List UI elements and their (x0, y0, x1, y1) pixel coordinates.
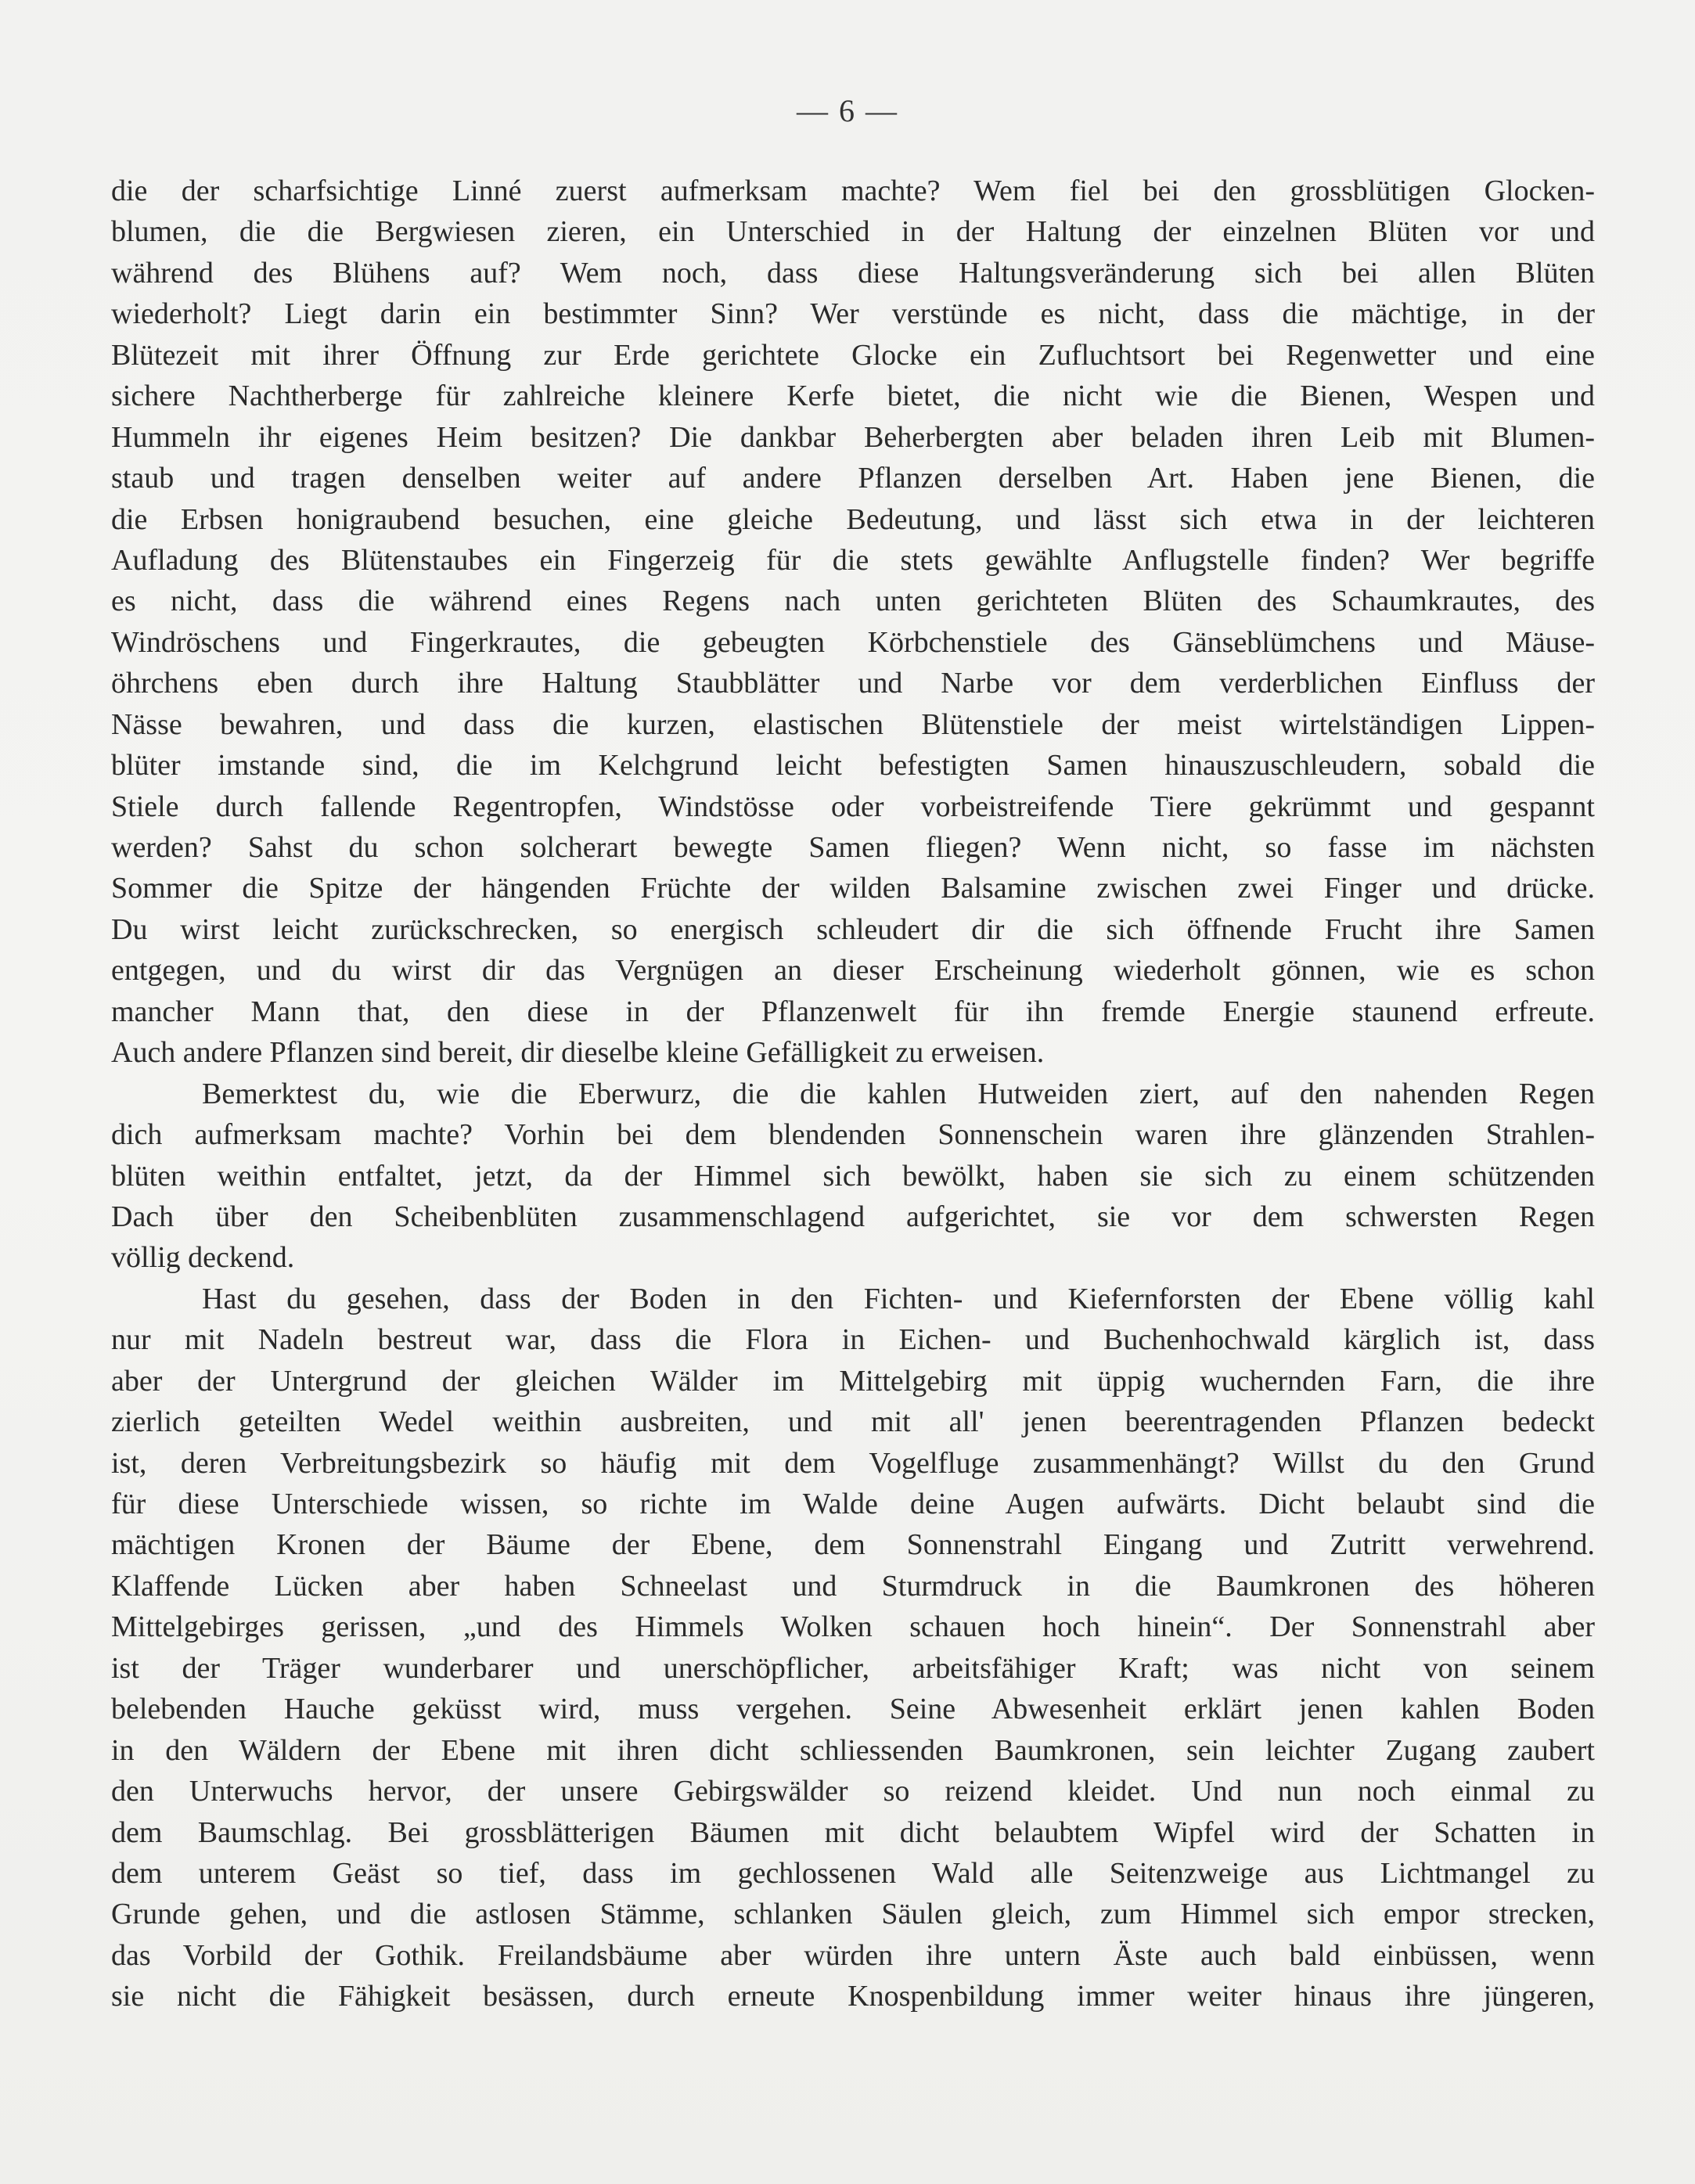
text-line: öhrchens eben durch ihre Haltung Staubblätter und Narbe vor dem verderblichen Einfluss der (111, 667, 1595, 700)
text-line: völlig deckend. (111, 1241, 295, 1275)
text-line: das Vorbild der Gothik. Freilandsbäume aber würden ihre untern Äste auch bald einbüssen, wenn (111, 1938, 1595, 1972)
text-line: dem Baumschlag. Bei grossblätterigen Bäumen mit dicht belaubtem Wipfel wird der Schatten in (111, 1815, 1595, 1849)
text-line: blüter imstande sind, die im Kelchgrund leicht befestigten Samen hinauszuschleudern, sobald die (111, 749, 1595, 783)
text-line: werden? Sahst du schon solcherart bewegte Samen fliegen? Wenn nicht, so fasse im nächsten (111, 831, 1595, 864)
text-line: es nicht, dass die während eines Regens nach unten gerichteten Blüten des Schaumkrautes, des (111, 585, 1595, 618)
text-line: Stiele durch fallende Regentropfen, Windstösse oder vorbeistreifende Tiere gekrümmt und gespannt (111, 790, 1595, 823)
text-line: blumen, die die Bergwiesen zieren, ein Unterschied in der Haltung der einzelnen Blüten vor und (111, 215, 1595, 249)
text-line: für diese Unterschiede wissen, so richte im Walde deine Augen aufwärts. Dicht belaubt sind die (111, 1488, 1595, 1520)
text-line: aber der Untergrund der gleichen Wälder im Mittelgebirg mit üppig wuchernden Farn, die ihre (111, 1364, 1595, 1398)
text-line: blüten weithin entfaltet, jetzt, da der Himmel sich bewölkt, haben sie sich zu einem schützenden (111, 1159, 1595, 1193)
text-line: in den Wäldern der Ebene mit ihren dicht schliessenden Baumkronen, sein leichter Zugang zaubert (111, 1733, 1595, 1767)
text-line: Blütezeit mit ihrer Öffnung zur Erde gerichtete Glocke ein Zufluchtsort bei Regenwetter und eine (111, 338, 1595, 372)
text-line: sichere Nachtherberge für zahlreiche kleinere Kerfe bietet, die nicht wie die Bienen, Wespen und (111, 380, 1595, 413)
text-line: Nässe bewahren, und dass die kurzen, elastischen Blütenstiele der meist wirtelständigen Lippen- (111, 707, 1595, 741)
body-text (111, 171, 1595, 2017)
text-line: dem unterem Geäst so tief, dass im gechlossenen Wald alle Seitenzweige aus Lichtmangel zu (111, 1856, 1595, 1890)
text-line: während des Blühens auf? Wem noch, dass diese Haltungsveränderung sich bei allen Blüten (111, 256, 1595, 290)
text-line: entgegen, und du wirst dir das Vergnügen an dieser Erscheinung wiederholt gönnen, wie es schon (111, 954, 1595, 988)
text-line: die der scharfsichtige Linné zuerst aufmerksam machte? Wem fiel bei den grossblütigen Glocken- (111, 175, 1595, 207)
text-line: den Unterwuchs hervor, der unsere Gebirgswälder so reizend kleidet. Und nun noch einmal zu (111, 1775, 1595, 1808)
text-line: Bemerktest du, wie die Eberwurz, die die kahlen Hutweiden ziert, auf den nahenden Regen (202, 1077, 1595, 1110)
text-line: ist der Träger wunderbarer und unerschöpflicher, arbeitsfähiger Kraft; was nicht von seinem (111, 1651, 1595, 1685)
text-line: mancher Mann that, den diese in der Pflanzenwelt für ihn fremde Energie staunend erfreute. (111, 995, 1595, 1028)
text-line: die Erbsen honigraubend besuchen, eine gleiche Bedeutung, und lässt sich etwa in der leichteren (111, 502, 1595, 536)
text-line: Grunde gehen, und die astlosen Stämme, schlanken Säulen gleich, zum Himmel sich empor strecken, (111, 1898, 1595, 1931)
text-line: Aufladung des Blütenstaubes ein Fingerzeig für die stets gewählte Anflugstelle finden? Wer begriffe (111, 543, 1595, 577)
text-line: staub und tragen denselben weiter auf andere Pflanzen derselben Art. Haben jene Bienen, die (111, 462, 1595, 495)
text-line: sie nicht die Fähigkeit besässen, durch erneute Knospenbildung immer weiter hinaus ihre jüngeren, (111, 1980, 1595, 2013)
text-line: dich aufmerksam machte? Vorhin bei dem blendenden Sonnenschein waren ihre glänzenden Strahlen- (111, 1118, 1595, 1152)
text-line: wiederholt? Liegt darin ein bestimmter Sinn? Wer verstünde es nicht, dass die mächtige, in der (111, 297, 1595, 331)
text-line: Hast du gesehen, dass der Boden in den Fichten- und Kiefernforsten der Ebene völlig kahl (202, 1282, 1595, 1315)
text-line: ist, deren Verbreitungsbezirk so häufig mit dem Vogelfluge zusammenhängt? Willst du den Grund (111, 1446, 1595, 1480)
text-line: Du wirst leicht zurückschrecken, so energisch schleudert dir die sich öffnende Frucht ihre Samen (111, 912, 1595, 946)
text-line: nur mit Nadeln bestreut war, dass die Flora in Eichen- und Buchenhochwald kärglich ist, dass (111, 1323, 1595, 1357)
text-line: Mittelgebirges gerissen, „und des Himmels Wolken schauen hoch hinein“. Der Sonnenstrahl aber (111, 1610, 1595, 1644)
text-line: zierlich geteilten Wedel weithin ausbreiten, und mit all' jenen beerentragenden Pflanzen bedeckt (111, 1405, 1595, 1439)
page-number: — 6 — (797, 93, 898, 128)
text-line: Windröschens und Fingerkrautes, die gebeugten Körbchenstiele des Gänseblümchens und Mäuse- (111, 625, 1595, 659)
text-line: belebenden Hauche geküsst wird, muss vergehen. Seine Abwesenheit erklärt jenen kahlen Boden (111, 1693, 1595, 1726)
text-line: Hummeln ihr eigenes Heim besitzen? Die dankbar Beherbergten aber beladen ihren Leib mit Blumen- (111, 420, 1595, 454)
text-line: mächtigen Kronen der Bäume der Ebene, dem Sonnenstrahl Eingang und Zutritt verwehrend. (111, 1528, 1595, 1562)
text-line: Sommer die Spitze der hängenden Früchte der wilden Balsamine zwischen zwei Finger und drücke. (111, 872, 1595, 905)
text-line: Auch andere Pflanzen sind bereit, dir dieselbe kleine Gefälligkeit zu erweisen. (111, 1036, 1045, 1070)
text-line: Dach über den Scheibenblüten zusammenschlagend aufgerichtet, sie vor dem schwersten Regen (111, 1200, 1595, 1233)
text-line: Klaffende Lücken aber haben Schneelast und Sturmdruck in die Baumkronen des höheren (111, 1569, 1595, 1603)
